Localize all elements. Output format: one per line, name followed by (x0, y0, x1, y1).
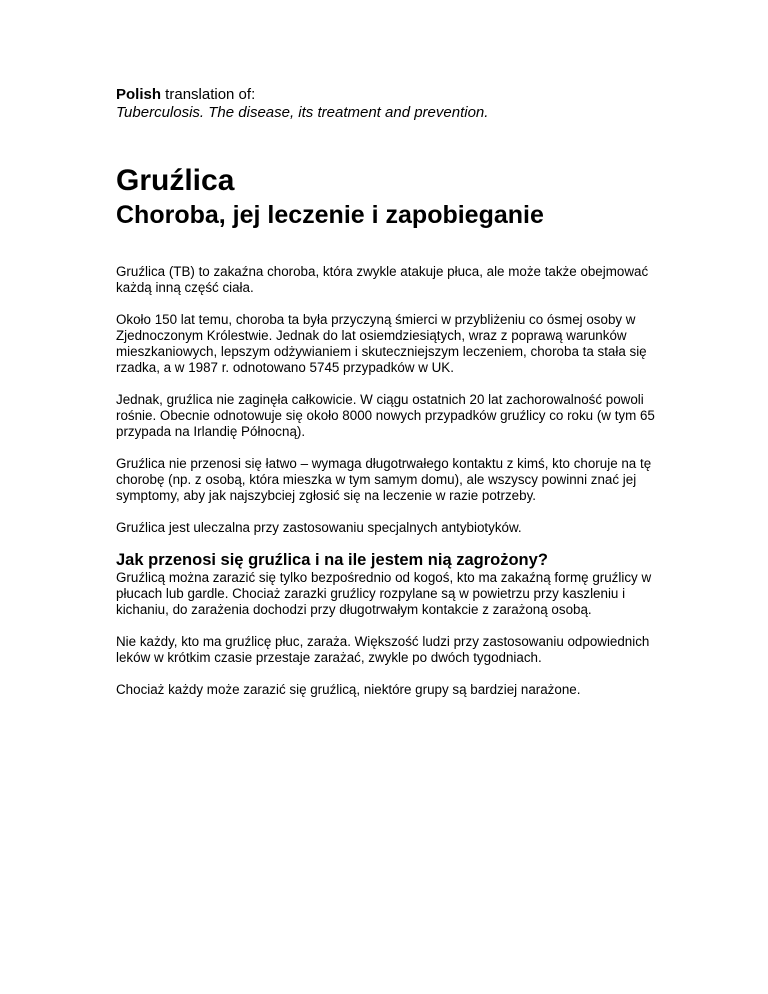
translation-note (116, 86, 676, 104)
intro-paragraph-4: Gruźlica nie przenosi się łatwo – wymaga długotrwałego kontaktu z kimś, kto choruje na tę chorobę (np. z osobą, która mieszka w tym samym domu), ale wszyscy powinni znać jej symptomy, aby jak najszybciej zgłosić się na leczenie w razie potrzeby. (116, 456, 652, 503)
intro-paragraph-1: Gruźlica (TB) to zakaźna choroba, która zwykle atakuje płuca, ale może także obejmować każdą inną część ciała. (116, 264, 649, 295)
translation-of-text: translation of: (161, 86, 256, 103)
page-subtitle: Choroba, jej leczenie i zapobieganie (116, 201, 544, 229)
section-paragraph-2: Nie każdy, kto ma gruźlicę płuc, zaraża. Większość ludzi przy zastosowaniu odpowiednich leków w krótkim czasie przestaje zarażać, zwykle po dwóch tygodniach. (116, 634, 650, 665)
language-label: Polish (116, 86, 162, 103)
source-title: Tuberculosis. The disease, its treatment and prevention. (116, 104, 489, 121)
intro-paragraph-5: Gruźlica jest uleczalna przy zastosowaniu specjalnych antybiotyków. (116, 520, 522, 535)
page-title: Gruźlica (116, 164, 235, 197)
intro-paragraph-2: Około 150 lat temu, choroba ta była przyczyną śmierci w przybliżeniu co ósmej osoby w Zjednoczonym Królestwie. Jednak do lat osiemdziesiątych, wraz z poprawą warunków mieszkaniowych, lepszym odżywianiem i skuteczniejszym leczeniem, choroba ta stała się rzadka, a w 1987 r. odnotowano 5745 przypadków w UK. (116, 312, 647, 375)
document-page (116, 86, 676, 698)
section-paragraph-1: Gruźlicą można zarazić się tylko bezpośrednio od kogoś, kto ma zakaźną formę gruźlicy w płucach lub gardle. Chociaż zarazki gruźlicy rozpylane są w powietrzu przy kaszleniu i kichaniu, do zarażenia dochodzi przy długotrwałym kontakcie z zarażoną osobą. (116, 570, 652, 617)
section-paragraph-3: Chociaż każdy może zarazić się gruźlicą, niektóre grupy są bardziej narażone. (116, 682, 581, 697)
intro-paragraph-3: Jednak, gruźlica nie zaginęła całkowicie. W ciągu ostatnich 20 lat zachorowalność powoli rośnie. Obecnie odnotowuje się około 8000 nowych przypadków gruźlicy co roku (w tym 65 przypada na Irlandię Północną). (116, 392, 655, 439)
section-heading: Jak przenosi się gruźlica i na ile jestem nią zagrożony? (116, 551, 548, 569)
